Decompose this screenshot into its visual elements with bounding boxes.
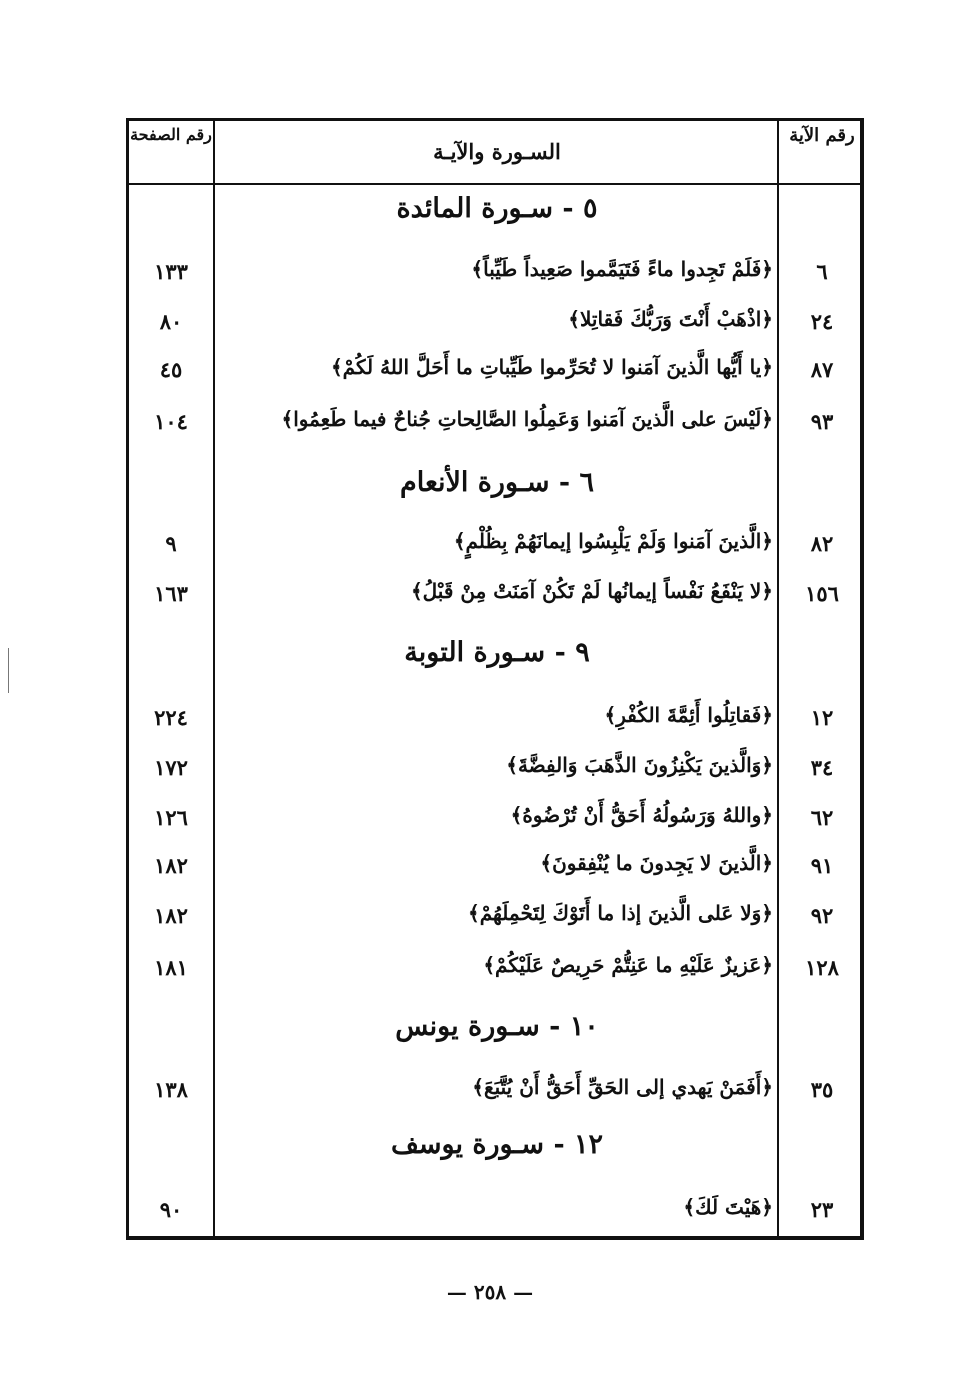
verse-text: ﴿هَيْتَ لَكَ﴾	[683, 1195, 773, 1219]
verse-number: ٦	[816, 259, 828, 284]
verse-text: ﴿واللهُ وَرَسُولُهُ أَحَقُّ أَنْ تُرْضُوهُ﴾	[510, 803, 773, 827]
index-table	[126, 118, 864, 1240]
verse-number: ٢٤	[810, 309, 834, 334]
page-number: ١٨١	[154, 955, 188, 980]
page-number: ١٣٨	[154, 1077, 188, 1102]
surah-heading-yunus: ١٠ - سـورة يونس	[395, 1011, 599, 1042]
table-row	[129, 301, 860, 345]
verse-text: ﴿لَيْسَ على الَّذينَ آمَنوا وَعَمِلُوا الصَّالِحاتِ جُناحٌ فيما طَعِمُوا﴾	[281, 407, 773, 431]
verse-number: ١٢	[810, 705, 834, 730]
verse-number: ٣٥	[810, 1077, 834, 1102]
verse-number: ١٥٦	[805, 581, 839, 606]
table-row	[129, 523, 860, 567]
header-surah-verse: السـورة والآيـة	[433, 139, 561, 164]
surah-heading-maida: ٥ - سـورة المائدة	[396, 193, 598, 224]
table-row	[129, 895, 860, 939]
verse-number: ٩١	[810, 853, 834, 878]
verse-text: ﴿اذْهَبْ أَنْتَ وَرَبُّكَ فَقاتِلا﴾	[568, 307, 773, 331]
table-row	[129, 1189, 860, 1233]
verse-text: ﴿لا يَنْفَعُ نَفْساً إيمانُها لَمْ تَكُنْ آمَنَتْ مِنْ قَبْلُ﴾	[410, 579, 773, 603]
header-divider	[129, 183, 860, 185]
table-row	[129, 401, 860, 445]
page-number: ١٠٤	[154, 409, 188, 434]
verse-text: ﴿وَلا عَلى الَّذينَ إذا ما أَتَوْكَ لِتَحْمِلَهُمْ﴾	[468, 901, 773, 925]
verse-text: ﴿فَلَمْ تَجِدوا ماءً فَتَيَمَّموا صَعِيداً طَيِّباً﴾	[471, 257, 773, 281]
page-number: ١٢٦	[154, 805, 188, 830]
verse-text: ﴿الَّذينَ لا يَجِدونَ ما يُنْفِقونَ﴾	[540, 851, 773, 875]
page-number: ١٨٢	[154, 903, 188, 928]
page-number: ٩٠	[159, 1197, 183, 1222]
page-number: ١٣٣	[154, 259, 188, 284]
page-number: ٤٥	[159, 357, 183, 382]
page-number: ٨٠	[159, 309, 183, 334]
page-number: ١٧٢	[154, 755, 188, 780]
verse-text: ﴿يا أَيُّها الَّذينَ آمَنوا لا تُحَرِّموا طَيِّباتِ ما أَحَلَّ اللهُ لَكُمْ﴾	[330, 355, 773, 379]
verse-text: ﴿الَّذينَ آمَنوا وَلَمْ يَلْبِسُوا إيمانَهُمْ بِظُلْمٍ﴾	[453, 529, 773, 553]
verse-number: ٨٧	[810, 357, 834, 382]
table-row	[129, 1069, 860, 1113]
verse-number: ٢٣	[810, 1197, 834, 1222]
verse-text: ﴿فَقاتِلُوا أَئِمَّةَ الكُفْرِ﴾	[604, 703, 773, 727]
table-row	[129, 797, 860, 841]
table-row	[129, 697, 860, 741]
margin-mark	[8, 648, 9, 693]
table-row	[129, 845, 860, 889]
page-number: ١٦٣	[154, 581, 188, 606]
header-page-number: رقم الصفحة	[130, 125, 212, 144]
verse-number: ٨٢	[810, 531, 834, 556]
verse-number: ٦٢	[810, 805, 834, 830]
table-row	[129, 251, 860, 295]
table-row	[129, 947, 860, 991]
table-row	[129, 349, 860, 393]
verse-number: ٩٣	[810, 409, 834, 434]
surah-heading-yusuf: ١٢ - سـورة يوسف	[390, 1129, 604, 1160]
surah-heading-anam: ٦ - سـورة الأنعام	[400, 467, 594, 498]
page-number: ٩	[165, 531, 177, 556]
verse-text: ﴿عَزيزٌ عَلَيْهِ ما عَنِتُّمْ حَرِيصٌ عَلَيْكُمْ﴾	[483, 953, 773, 977]
verse-number: ٩٢	[810, 903, 834, 928]
table-row	[129, 747, 860, 791]
page-number: ٢٢٤	[154, 705, 188, 730]
verse-text: ﴿وَالَّذينَ يَكْنِزُونَ الذَّهَبَ وَالفِضَّةَ﴾	[506, 753, 773, 777]
verse-number: ١٢٨	[805, 955, 839, 980]
surah-heading-tawba: ٩ - سـورة التوبة	[404, 637, 590, 668]
header-verse-number: رقم الآية	[789, 125, 855, 146]
page-number-footer: — ٢٥٨ —	[446, 1280, 534, 1304]
verse-number: ٣٤	[810, 755, 834, 780]
verse-text: ﴿أَفَمَنْ يَهدي إلى الحَقِّ أَحَقُّ أَنْ يُتَّبَعَ﴾	[472, 1075, 773, 1099]
table-row	[129, 573, 860, 617]
page-number: ١٨٢	[154, 853, 188, 878]
